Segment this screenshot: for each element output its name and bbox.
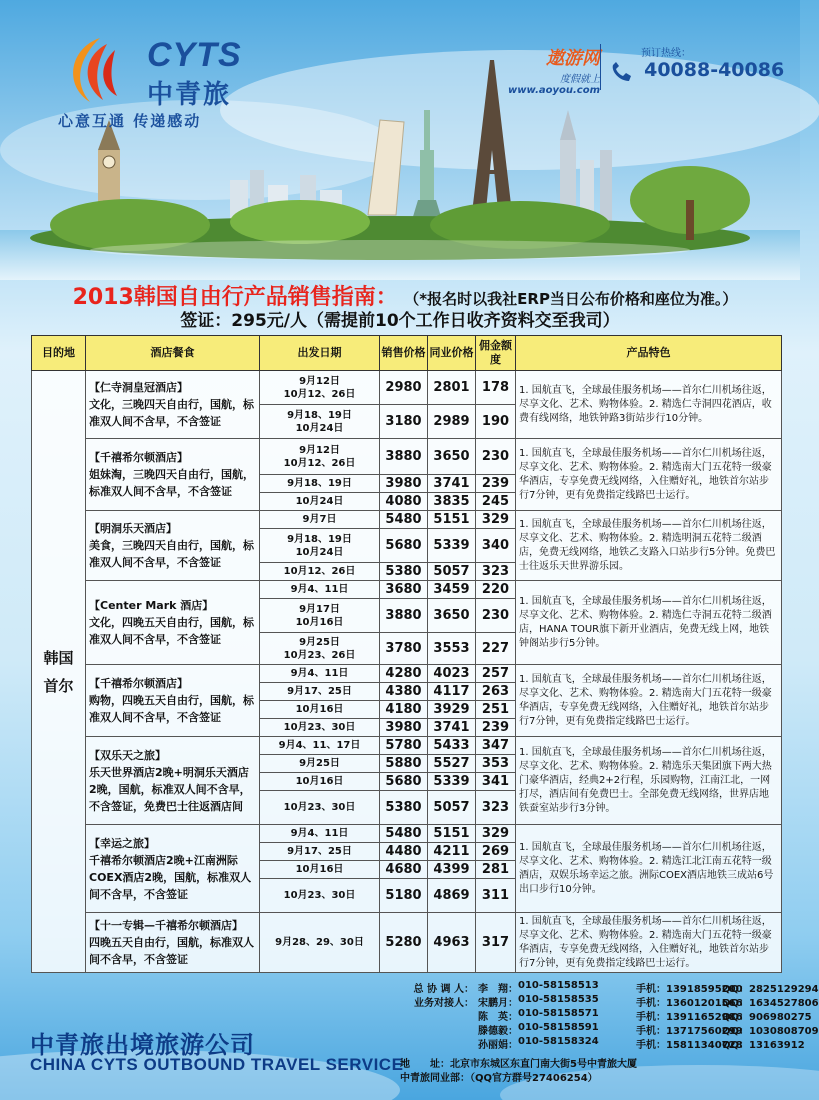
sale-price-cell: 5780 [380, 737, 428, 755]
commission-cell: 269 [476, 843, 516, 861]
sale-price-cell: 2980 [380, 371, 428, 405]
hotel-cell [86, 371, 260, 439]
contact-name: 宋鹏月： [478, 998, 518, 1009]
commission-cell: 227 [476, 633, 516, 665]
departure-date: 9月25日 [299, 758, 340, 769]
visa-info: 签证：295元/人（需提前10个工作日收齐资料交至我司） [180, 311, 620, 331]
sale-price-cell: 3780 [380, 633, 428, 665]
contact-mobile[interactable]: 手机：13601201566 [636, 998, 743, 1009]
table-row [32, 511, 782, 529]
commission-cell: 245 [476, 493, 516, 511]
hotel-cell [86, 737, 260, 825]
departure-date: 9月17、25日 [287, 846, 352, 857]
sale-price-cell: 3880 [380, 599, 428, 633]
sale-price-cell: 5680 [380, 529, 428, 563]
hotel-cell [86, 439, 260, 511]
destination-name: 韩国 [43, 648, 74, 667]
departure-date: 10月24日 [295, 546, 344, 558]
price-note: （*报名时以我社ERP当日公布价格和座位为准。） [411, 290, 738, 308]
sale-price-cell: 4180 [380, 701, 428, 719]
trade-price-cell: 3929 [428, 701, 476, 719]
departure-dates-cell [260, 737, 380, 755]
trade-price-cell: 5151 [428, 825, 476, 843]
col-sale-price: 销售价格 [380, 336, 428, 371]
commission-cell: 178 [476, 371, 516, 405]
departure-dates-cell [260, 879, 380, 913]
contact-name: 李 翔： [478, 984, 518, 995]
trade-price-cell: 3459 [428, 581, 476, 599]
phone-icon [609, 61, 635, 83]
features-cell: 1. 国航直飞，全球最佳服务机场——首尔仁川机场往返，尽享文化、艺术、购物体验。2. 精选仁寺洞五花特二级酒店，HANA TOUR旗下新开业酒店，免费无线上网，地铁钟阁站步行5分钟。 [516, 581, 782, 665]
hotel-name: 【明洞乐天酒店】 [89, 522, 177, 535]
contact-phone[interactable]: 010-58158571 [518, 1008, 599, 1019]
address-value: 北京市东城区东直门南大街5号中青旅大厦 [450, 1059, 637, 1070]
trade-price-cell: 4399 [428, 861, 476, 879]
commission-cell: 329 [476, 825, 516, 843]
departure-date: 10月23、30日 [283, 802, 356, 813]
page-title: 2013韩国自由行产品销售指南： [72, 285, 398, 310]
logo-text-cn: 中青旅 [147, 80, 232, 110]
departure-date: 9月4、11日 [290, 584, 349, 595]
contact-qq: QQ：1634527806 [722, 998, 819, 1009]
trade-price-cell: 3650 [428, 439, 476, 475]
sale-price-cell: 5680 [380, 773, 428, 791]
table-row [32, 439, 782, 475]
hotel-name: 【Center Mark 酒店】 [89, 599, 214, 612]
sale-price-cell: 4680 [380, 861, 428, 879]
price-table [31, 335, 782, 973]
departure-date: 10月23、26日 [283, 649, 356, 661]
departure-dates-cell [260, 405, 380, 439]
departure-dates-cell [260, 371, 380, 405]
hero-banner [0, 0, 800, 280]
sale-price-cell: 5480 [380, 511, 428, 529]
trade-price-cell: 5339 [428, 773, 476, 791]
trade-price-cell: 3650 [428, 599, 476, 633]
departure-date: 9月18、19日 [287, 533, 352, 545]
table-row [32, 737, 782, 755]
trade-price-cell: 5433 [428, 737, 476, 755]
contact-row [400, 994, 819, 1009]
sale-price-cell: 5480 [380, 825, 428, 843]
features-cell: 1. 国航直飞，全球最佳服务机场——首尔仁川机场往返，尽享文化、艺术、购物体验。2. 精选南大门五花特一级豪华酒店，专享免费无线网络，入住赠好礼，地铁首尔站步行7分钟，更有免费指定线路巴士运行。 [516, 913, 782, 973]
departure-dates-cell [260, 633, 380, 665]
departure-date: 10月16日 [295, 616, 344, 628]
departure-dates-cell [260, 825, 380, 843]
contact-phone[interactable]: 010-58158513 [518, 980, 599, 991]
departure-date: 9月17、25日 [287, 686, 352, 697]
company-name-cn: 中青旅出境旅游公司 [30, 1031, 255, 1059]
departure-dates-cell [260, 511, 380, 529]
title-area [0, 280, 800, 332]
features-cell: 1. 国航直飞，全球最佳服务机场——首尔仁川机场往返，尽享文化、艺术、购物体验。2. 精选南大门五花特一级豪华酒店，专享免费无线网络，入住赠好礼，地铁首尔站步行7分钟，更有免费指定线路巴士运行。 [516, 665, 782, 737]
qq-group [400, 1069, 598, 1084]
contact-name: 孙丽娟： [478, 1040, 518, 1051]
commission-cell: 281 [476, 861, 516, 879]
trade-price-cell: 3741 [428, 719, 476, 737]
departure-dates-cell [260, 913, 380, 973]
contact-list [400, 980, 819, 1051]
hotel-name: 【仁寺洞皇冠酒店】 [89, 381, 188, 394]
departure-dates-cell [260, 563, 380, 581]
col-commission: 佣金额度 [476, 336, 516, 371]
contact-phone[interactable]: 010-58158535 [518, 994, 599, 1005]
trade-price-cell: 4963 [428, 913, 476, 973]
hotel-description: 千禧希尔顿酒店2晚+江南洲际COEX酒店2晚，国航，标准双人间不含早，不含签证 [89, 853, 252, 901]
features-cell: 1. 国航直飞，全球最佳服务机场——首尔仁川机场往返，尽享文化、艺术、购物体验。2. 精选仁寺洞四花酒店，收费有线网络，地铁钟路3街站步行10分钟。 [516, 371, 782, 439]
hotel-cell [86, 665, 260, 737]
sale-price-cell: 3980 [380, 719, 428, 737]
contact-name: 陈 英： [478, 1012, 518, 1023]
hotel-name: 【十一专辑—千禧希尔顿酒店】 [89, 919, 243, 932]
departure-dates-cell [260, 529, 380, 563]
departure-dates-cell [260, 719, 380, 737]
contact-row [400, 1008, 812, 1023]
sale-price-cell: 5880 [380, 755, 428, 773]
destination-name: 首尔 [43, 676, 74, 695]
table-row [32, 581, 782, 599]
departure-dates-cell [260, 475, 380, 493]
contact-name: 滕德毅： [478, 1026, 518, 1037]
trade-price-cell: 3741 [428, 475, 476, 493]
contact-mobile[interactable]: 手机：15811340728 [636, 1040, 743, 1051]
hotel-description: 四晚五天自由行，国航，标准双人间不含早，不含签证 [89, 936, 254, 966]
sale-price-cell: 4480 [380, 843, 428, 861]
departure-date: 10月23、30日 [283, 722, 356, 733]
commission-cell: 239 [476, 719, 516, 737]
features-cell: 1. 国航直飞，全球最佳服务机场——首尔仁川机场往返，尽享文化、艺术、购物体验。2. 精选南大门五花特一级豪华酒店，专享免费无线网络，入住赠好礼，地铁首尔站步行7分钟，更有免费指定线路巴士运行。 [516, 439, 782, 511]
contact-role: 业务对接人： [414, 998, 474, 1009]
table-row [32, 665, 782, 683]
trade-price-cell: 4117 [428, 683, 476, 701]
commission-cell: 329 [476, 511, 516, 529]
departure-dates-cell [260, 861, 380, 879]
features-cell: 1. 国航直飞，全球最佳服务机场——首尔仁川机场往返，尽享文化、艺术、购物体验。2. 精选江北江南五花特一级酒店，双娱乐场幸运之旅。洲际COEX酒店地铁三成站6号出口步行10分钟。 [516, 825, 782, 913]
qq-group-label: 中青旅同业部： [400, 1073, 470, 1084]
contact-qq: QQ：1030808709 [722, 1026, 819, 1037]
hotel-cell [86, 913, 260, 973]
departure-date: 9月18、19日 [287, 478, 352, 489]
commission-cell: 347 [476, 737, 516, 755]
departure-date: 9月12日 [299, 444, 340, 456]
hotel-cell [86, 581, 260, 665]
table-row [32, 825, 782, 843]
departure-date: 9月25日 [299, 636, 340, 648]
departure-dates-cell [260, 581, 380, 599]
trade-price-cell: 5339 [428, 529, 476, 563]
departure-dates-cell [260, 701, 380, 719]
departure-date: 10月23、30日 [283, 890, 356, 901]
sale-price-cell: 4080 [380, 493, 428, 511]
departure-date: 10月12、26日 [283, 388, 356, 400]
trade-price-cell: 2801 [428, 371, 476, 405]
departure-dates-cell [260, 665, 380, 683]
partner-logo [508, 44, 600, 96]
commission-cell: 190 [476, 405, 516, 439]
sale-price-cell: 5280 [380, 913, 428, 973]
sale-price-cell: 3180 [380, 405, 428, 439]
contact-qq: QQ：13163912 [722, 1040, 805, 1051]
slogan: 心意互通 传递感动 [58, 112, 202, 130]
departure-date: 9月4、11日 [290, 668, 349, 679]
table-row [32, 371, 782, 405]
features-cell: 1. 国航直飞，全球最佳服务机场——首尔仁川机场往返，尽享文化、艺术、购物体验。2. 精选乐天集团旗下两大热门豪华酒店，经典2+2行程，乐园购物，江南江北，一网打尽，酒店间有免费巴士。全部免费无线网络，世界店地铁蚕室站步行3分钟。 [516, 737, 782, 825]
hotel-name: 【双乐天之旅】 [89, 748, 166, 762]
hotel-description: 购物，四晚五天自由行，国航，标准双人间不含早，不含签证 [89, 694, 254, 724]
hotel-name: 【千禧希尔顿酒店】 [89, 677, 188, 690]
commission-cell: 317 [476, 913, 516, 973]
contact-phone[interactable]: 010-58158591 [518, 1022, 599, 1033]
commission-cell: 311 [476, 879, 516, 913]
address-label: 地 址： [400, 1059, 450, 1070]
col-trade-price: 同业价格 [428, 336, 476, 371]
departure-date: 9月4、11日 [290, 828, 349, 839]
hotel-description: 美食，三晚四天自由行，国航，标准双人间不含早，不含签证 [89, 539, 254, 569]
contact-row [400, 1022, 819, 1037]
contact-phone[interactable]: 010-58158324 [518, 1036, 599, 1047]
sale-price-cell: 5380 [380, 563, 428, 581]
trade-price-cell: 4023 [428, 665, 476, 683]
logo-text-en: CYTS [147, 36, 242, 74]
departure-dates-cell [260, 773, 380, 791]
hotel-description: 文化，四晚五天自由行，国航，标准双人间不含早，不含签证 [89, 616, 254, 646]
trade-price-cell: 5527 [428, 755, 476, 773]
departure-date: 9月4、11、17日 [278, 740, 361, 751]
hotel-cell [86, 511, 260, 581]
departure-date: 9月18、19日 [287, 409, 352, 421]
hotel-description: 文化，三晚四天自由行，国航，标准双人间不含早，不含签证 [89, 398, 254, 428]
qq-group-value: （QQ官方群号27406254） [470, 1073, 598, 1084]
departure-dates-cell [260, 439, 380, 475]
departure-date: 9月28、29、30日 [275, 937, 364, 948]
contact-qq: QQ：906980275 [722, 1012, 812, 1023]
contact-row [400, 1036, 805, 1051]
contact-mobile[interactable]: 手机：13911652986 [636, 1012, 743, 1023]
commission-cell: 230 [476, 599, 516, 633]
commission-cell: 341 [476, 773, 516, 791]
partner-tagline: 度假就上 [560, 74, 600, 85]
commission-cell: 257 [476, 665, 516, 683]
hotel-description: 姐妹淘，三晚四天自由行，国航，标准双人间不含早，不含签证 [89, 468, 254, 498]
hotel-name: 【幸运之旅】 [89, 836, 155, 850]
hotel-description: 乐天世界酒店2晚+明洞乐天酒店2晚，国航，标准双人间不含早，不含签证，免费巴士往返酒店间 [89, 765, 251, 813]
commission-cell: 323 [476, 791, 516, 825]
col-destination: 目的地 [32, 336, 86, 371]
departure-date: 9月17日 [299, 603, 340, 615]
departure-date: 10月24日 [295, 422, 344, 434]
hotline-number[interactable]: 40088-40086 [644, 59, 785, 81]
commission-cell: 251 [476, 701, 516, 719]
sale-price-cell: 4380 [380, 683, 428, 701]
table-header-row [32, 336, 782, 371]
contact-mobile[interactable]: 手机：13717560299 [636, 1026, 743, 1037]
commission-cell: 323 [476, 563, 516, 581]
sale-price-cell: 3680 [380, 581, 428, 599]
trade-price-cell: 4211 [428, 843, 476, 861]
departure-date: 9月12日 [299, 375, 340, 387]
commission-cell: 239 [476, 475, 516, 493]
logo-swirl-icon [55, 30, 145, 110]
trade-price-cell: 5057 [428, 563, 476, 581]
departure-dates-cell [260, 843, 380, 861]
departure-date: 10月16日 [295, 704, 344, 715]
col-hotel: 酒店餐食 [86, 336, 260, 371]
departure-date: 10月16日 [295, 776, 344, 787]
table-row [32, 913, 782, 973]
footer [0, 975, 819, 1100]
departure-date: 10月24日 [295, 496, 344, 507]
trade-price-cell: 5057 [428, 791, 476, 825]
company-name-en: CHINA CYTS OUTBOUND TRAVEL SERVICE [30, 1055, 404, 1074]
hotel-cell [86, 825, 260, 913]
departure-date: 10月12、26日 [283, 457, 356, 469]
sale-price-cell: 3880 [380, 439, 428, 475]
trade-price-cell: 4869 [428, 879, 476, 913]
departure-date: 10月16日 [295, 864, 344, 875]
contact-row [400, 980, 819, 995]
address [400, 1055, 637, 1070]
departure-dates-cell [260, 791, 380, 825]
departure-date: 9月7日 [302, 514, 337, 525]
departure-date: 10月12、26日 [283, 566, 356, 577]
departure-dates-cell [260, 683, 380, 701]
col-features: 产品特色 [516, 336, 782, 371]
features-cell: 1. 国航直飞，全球最佳服务机场——首尔仁川机场往返，尽享文化、艺术、购物体验。2. 精选明洞五花特二级酒店，免费无线网络，地铁乙支路入口站步行5分钟。免费巴士往返乐天世界游乐园。 [516, 511, 782, 581]
trade-price-cell: 5151 [428, 511, 476, 529]
trade-price-cell: 2989 [428, 405, 476, 439]
trade-price-cell: 3835 [428, 493, 476, 511]
commission-cell: 340 [476, 529, 516, 563]
contact-role: 总 协 调 人： [413, 984, 474, 995]
hotline-label: 预订热线： [641, 48, 691, 59]
hotel-name: 【千禧希尔顿酒店】 [89, 451, 188, 464]
col-dates: 出发日期 [260, 336, 380, 371]
hotline [600, 44, 799, 90]
partner-brand: 遨游网 [546, 48, 600, 69]
sale-price-cell: 5180 [380, 879, 428, 913]
commission-cell: 230 [476, 439, 516, 475]
departure-dates-cell [260, 493, 380, 511]
sale-price-cell: 5380 [380, 791, 428, 825]
partner-url[interactable]: www.aoyou.com [508, 85, 601, 96]
contact-mobile[interactable]: 手机：13918595200 [636, 984, 743, 995]
sale-price-cell: 4280 [380, 665, 428, 683]
contact-qq: QQ：2825129294 [722, 984, 819, 995]
sale-price-cell: 3980 [380, 475, 428, 493]
commission-cell: 263 [476, 683, 516, 701]
departure-dates-cell [260, 755, 380, 773]
destination-cell [32, 371, 86, 973]
departure-dates-cell [260, 599, 380, 633]
commission-cell: 353 [476, 755, 516, 773]
trade-price-cell: 3553 [428, 633, 476, 665]
commission-cell: 220 [476, 581, 516, 599]
